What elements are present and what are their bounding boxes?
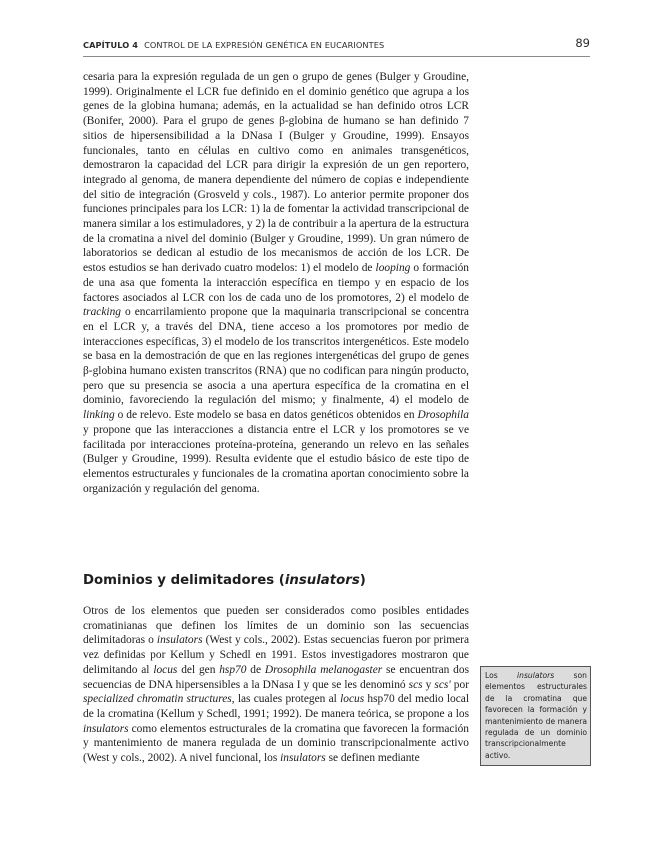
text-run: del gen (177, 663, 220, 676)
term-tracking: tracking (83, 306, 121, 319)
text-run: de (246, 663, 265, 676)
term-locus: locus (153, 663, 178, 676)
chapter-header (83, 40, 384, 50)
note-text: son elementos estructurales de la cromatina que favorecen la formación y mantenimiento de manera regulada de un dominio transcripcionalmente activo. (485, 671, 587, 760)
note-term-insulators: insulators (517, 671, 555, 680)
term-insulators: insulators (280, 752, 326, 765)
section-heading (83, 573, 366, 588)
term-drosophila-melanogaster: Drosophila melanogaster (264, 663, 383, 676)
note-text: Los (485, 671, 518, 680)
text-run: o encarrilamiento propone que la maquinaria transcripcional se concentra en el LCR y, a través del DNA, tiene acceso a los promotores por medio de interacciones específicas, 3) el modelo de los transcritos intergenéticos. Este modelo se basa en la demostración de que en las regiones intergenéticas del grupo de genes β-globina humano existen transcritos (RNA) que no codifican para ningún producto, pero que su presencia se asocia a una apertura específica de la cromatina en el dominio, favoreciendo la regulación del mismo; y finalmente, 4) el modelo de (83, 306, 469, 407)
paragraph-lcr-models (83, 70, 469, 496)
term-looping: looping (375, 262, 411, 275)
term-insulators: insulators (83, 722, 129, 735)
text-run: y propone que las interacciones a distancia entre el LCR y los promotores se ve facilitada por interacciones proteína-proteína, generando un relevo en las señales (Bulger y Groudine, 1999). Resulta evidente que el estudio básico de este tipo de elementos estructurales y funcionales de la cromatina aportan conocimiento sobre la organización y regulación del genoma. (83, 423, 469, 495)
body-text-bottom (83, 604, 469, 766)
heading-text: Dominios y delimitadores ( (83, 573, 285, 588)
term-scs-prime: scs' (434, 678, 451, 691)
text-run: como elementos estructurales de la cromatina que favorecen la formación y mantenimiento de manera regulada de un dominio transcripcionalmente activo (West y cols., 2002). A nivel funcional, los (83, 722, 469, 765)
margin-note (480, 666, 591, 766)
term-drosophila: Drosophila (417, 409, 469, 422)
heading-close: ) (359, 573, 366, 588)
term-specialized-chromatin-structures: specialized chromatin structures (83, 693, 232, 706)
chapter-label: CAPÍTULO 4 (83, 40, 139, 50)
running-header (83, 36, 590, 57)
text-run: o de relevo. Este modelo se basa en datos genéticos obtenidos en (114, 409, 418, 422)
paragraph-insulators (83, 604, 469, 766)
heading-italic-term: insulators (284, 573, 360, 588)
term-scs: scs (408, 678, 423, 691)
text-run: se encuentran dos secuencias de DNA hipersensibles a la DNasa I y que se les denominó (83, 663, 470, 691)
text-run: (West y cols., 2002). Estas secuencias fueron por primera vez definidas por Kellum y Schedl en 1991. Estos investigadores mostraron que delimitando al (83, 634, 469, 676)
body-text-top (83, 70, 469, 496)
text-run: , las cuales protegen al (231, 693, 341, 706)
chapter-title: CONTROL DE LA EXPRESIÓN GENÉTICA EN EUCARIONTES (144, 40, 385, 50)
text-run: se definen mediante (325, 752, 420, 765)
term-locus: locus (340, 693, 365, 706)
term-linking: linking (83, 409, 115, 422)
text-run: cesaria para la expresión regulada de un gen o grupo de genes (Bulger y Groudine, 1999). Originalmente el LCR fue definido en el dominio genético que agrupa a los genes de la globina humana; además, en la actualidad se han definido otros LCR (Bonifer, 2000). Para el grupo de genes β-globina de humano se han definido 7 sitios de hipersensibilidad a la DNasa I (Bulger y Groudine, 1999). Ensayos funcionales, tanto en células en cultivo como en animales transgenéticos, demostraron la capacidad del LCR para dirigir la expresión de un gen reportero, integrado al genoma, de manera dependiente del número de copias e independiente del sitio de integración (Grosveld y cols., 1987). Lo anterior permite proponer dos funciones principales para los LCR: 1) la de fomentar la actividad transcripcional de manera similar a los estimuladores, y 2) la de contribuir a la apertura de la estructura de la cromatina a nivel del dominio (Bulger y Groudine, 1999). Un gran número de laboratorios se dedican al estudio de los mecanismos de acción de los LCR. De estos estudios se han derivado cuatro modelos: 1) el modelo de (83, 71, 469, 275)
page-number: 89 (575, 36, 590, 50)
term-hsp70: hsp70 (219, 663, 247, 676)
text-run: por (450, 678, 469, 691)
text-run: y (422, 678, 435, 691)
text-run: o formación de una asa que fomenta la interacción específica en tiempo y en espacio de los factores asociados al LCR con los de cada uno de los promotores, 2) el modelo de (83, 262, 470, 304)
term-insulators: insulators (156, 634, 203, 647)
text-run: Otros de los elementos que pueden ser considerados como posibles entidades cromatinianas que definen los límites de un dominio son las secuencias delimitadoras o (83, 605, 469, 647)
text-run: hsp70 del medio local de la cromatina (Kellum y Schedl, 1991; 1992). De manera teórica, se propone a los (83, 693, 469, 720)
